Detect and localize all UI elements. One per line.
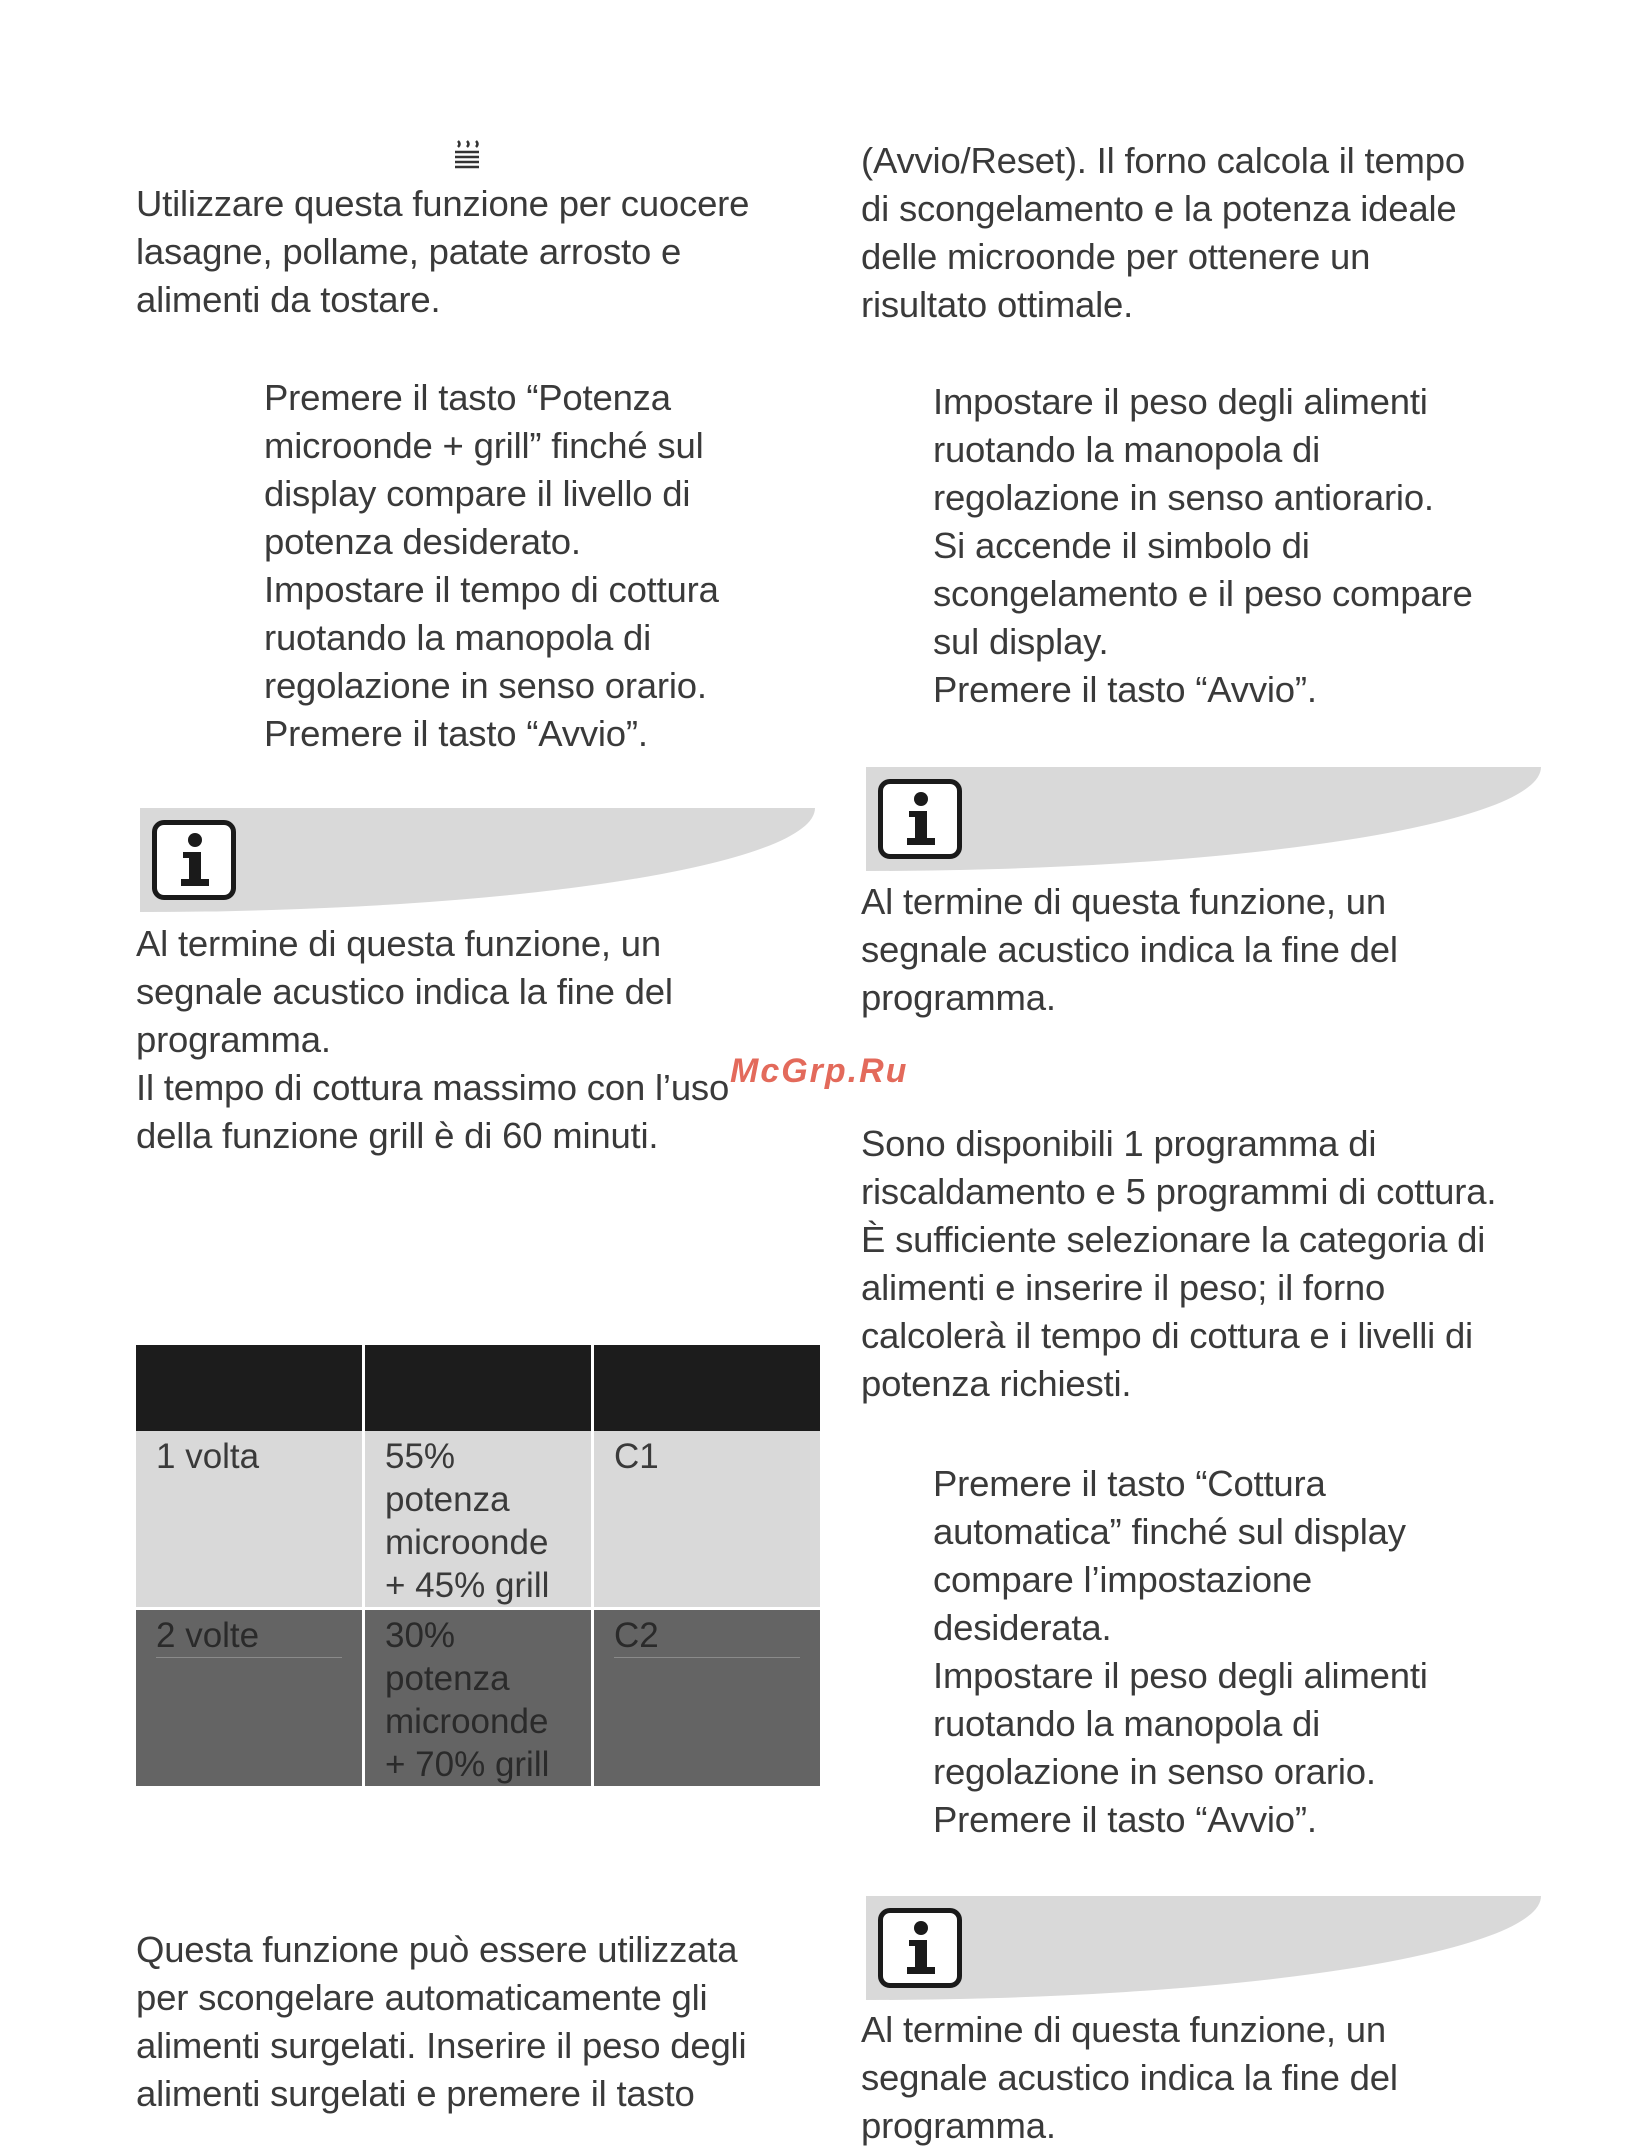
- info-icon: [878, 779, 962, 859]
- info-bar-left: [140, 808, 815, 912]
- info-bar-right-2: [866, 1896, 1541, 2000]
- code-cell: [593, 1609, 822, 1787]
- power-cell: 55% potenza microonde + 45% grill: [364, 1431, 593, 1609]
- table-header-row: [135, 1345, 822, 1431]
- auto-cook-note: Al termine di questa funzione, un segnale acustico indica la fine del programma.: [861, 2009, 1398, 2146]
- grill-intro: Utilizzare questa funzione per cuocere lasagne, pollame, patate arrosto e alimenti da tostare.: [136, 183, 750, 320]
- grill-steps: Premere il tasto “Potenza microonde + grill” finché sul display compare il livello di potenza desiderato. Impostare il tempo di cottura ruotando la manopola di regolazione in senso orario. Premere il tasto “Avvio”.: [264, 377, 719, 754]
- grill-program-table: [133, 1345, 823, 1786]
- defrost-note: Al termine di questa funzione, un segnale acustico indica la fine del programma.: [861, 881, 1398, 1018]
- table-header-cell: [593, 1345, 822, 1431]
- grill-icon: [452, 138, 482, 170]
- info-icon: [878, 1908, 962, 1988]
- table-header-cell: [135, 1345, 364, 1431]
- table-row: [135, 1431, 822, 1609]
- table-header-cell: [364, 1345, 593, 1431]
- table-row: [135, 1609, 822, 1787]
- grill-note: Al termine di questa funzione, un segnale acustico indica la fine del programma. Il tempo di cottura massimo con l’uso della funzione grill è di 60 minuti.: [136, 923, 730, 1156]
- presses-cell: [135, 1609, 364, 1787]
- auto-cook-intro: Sono disponibili 1 programma di riscaldamento e 5 programmi di cottura. È sufficiente selezionare la categoria di alimenti e inserire il peso; il forno calcolerà il tempo di cottura e i livelli di potenza richiesti.: [861, 1123, 1497, 1404]
- presses-cell: 1 volta: [135, 1431, 364, 1609]
- info-bar-right-1: [866, 767, 1541, 871]
- power-cell: 30% potenza microonde + 70% grill: [364, 1609, 593, 1787]
- defrost-continued: (Avvio/Reset). Il forno calcola il tempo di scongelamento e la potenza ideale delle microonde per ottenere un risultato ottimale.: [861, 140, 1465, 325]
- code-text: C2: [614, 1614, 800, 1658]
- code-cell: C1: [593, 1431, 822, 1609]
- info-icon: [152, 820, 236, 900]
- defrost-steps: Impostare il peso degli alimenti ruotando la manopola di regolazione in senso antiorario. Si accende il simbolo di scongelamento e il peso compare sul display. Premere il tasto “Avvio”.: [933, 381, 1473, 710]
- watermark: McGrp.Ru: [730, 1052, 909, 1090]
- presses-text: 2 volte: [156, 1614, 342, 1658]
- auto-cook-steps: Premere il tasto “Cottura automatica” finché sul display compare l’impostazione desiderata. Impostare il peso degli alimenti ruotando la manopola di regolazione in senso orario. Premere il tasto “Avvio”.: [933, 1463, 1428, 1840]
- defrost-intro: Questa funzione può essere utilizzata per scongelare automaticamente gli alimenti surgelati. Inserire il peso degli alimenti surgelati e premere il tasto: [136, 1929, 747, 2114]
